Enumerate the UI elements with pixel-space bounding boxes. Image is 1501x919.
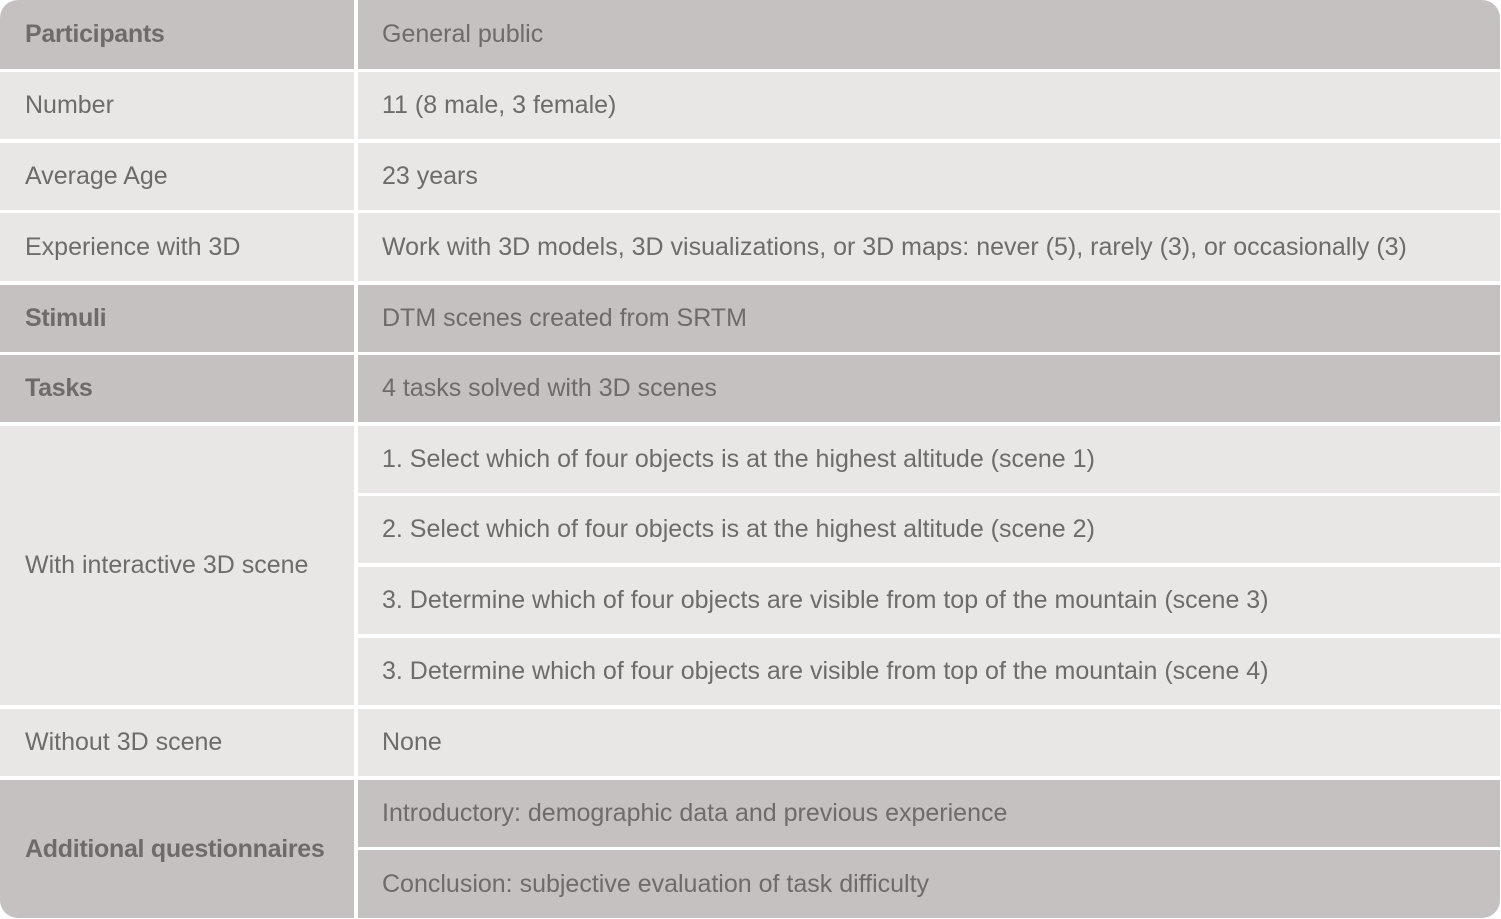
number-value: 11 (8 male, 3 female) — [358, 72, 1500, 139]
questionnaire-conclusion: Conclusion: subjective evaluation of task difficulty — [358, 850, 1500, 918]
participants-value: General public — [358, 0, 1500, 69]
age-value: 23 years — [358, 143, 1500, 210]
without-scene-label: Without 3D scene — [0, 709, 354, 776]
participants-label: Participants — [0, 0, 354, 69]
experience-value: Work with 3D models, 3D visualizations, or 3D maps: never (5), rarely (3), or occasionally (3) — [358, 213, 1500, 281]
age-label: Average Age — [0, 143, 354, 210]
interactive-task-3: 3. Determine which of four objects are visible from top of the mountain (scene 3) — [358, 567, 1500, 634]
experience-label: Experience with 3D — [0, 213, 354, 281]
interactive-task-4: 3. Determine which of four objects are visible from top of the mountain (scene 4) — [358, 638, 1500, 705]
without-scene-value: None — [358, 709, 1500, 776]
number-label: Number — [0, 72, 354, 139]
stimuli-label: Stimuli — [0, 285, 354, 352]
stimuli-value: DTM scenes created from SRTM — [358, 285, 1500, 352]
interactive-scene-label: With interactive 3D scene — [0, 426, 354, 705]
questionnaires-label: Additional questionnaires — [0, 780, 354, 918]
questionnaire-introductory: Introductory: demographic data and previous experience — [358, 780, 1500, 847]
tasks-value: 4 tasks solved with 3D scenes — [358, 355, 1500, 422]
tasks-label: Tasks — [0, 355, 354, 422]
interactive-task-1: 1. Select which of four objects is at the highest altitude (scene 1) — [358, 426, 1500, 493]
interactive-task-2: 2. Select which of four objects is at the highest altitude (scene 2) — [358, 496, 1500, 563]
